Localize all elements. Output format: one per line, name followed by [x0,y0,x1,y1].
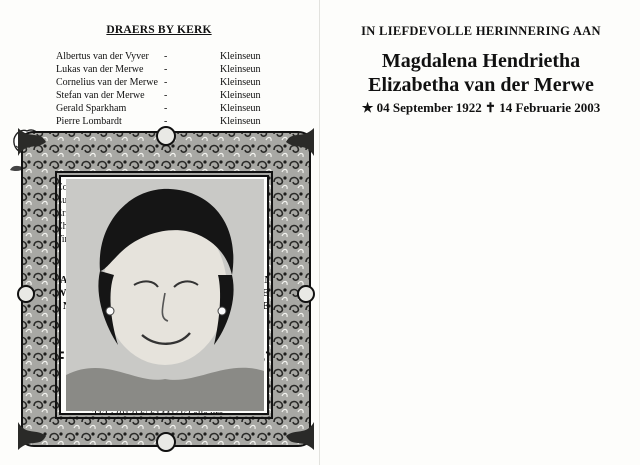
right-panel [322,0,640,465]
bearer-dash: - [164,90,168,101]
bearer-name: Stefan van der Merwe [56,90,145,101]
star-icon: ★ [361,100,374,115]
bearer-relation: Kleinseun [220,77,261,88]
life-dates [322,100,640,116]
fold-line [319,0,320,465]
bearer-name: Lukas van der Merwe [56,64,144,75]
death-date: 14 Februarie 2003 [499,100,601,115]
cross-icon: ✝ [485,100,496,115]
deceased-name-line-1: Magdalena Hendrietha [381,50,581,72]
church-bearers-heading: DRAERS BY KERK [106,24,212,36]
bearer-dash: - [164,64,168,75]
bearer-relation: Kleinseun [220,64,261,75]
bearer-row [56,64,296,76]
bearer-dash: - [164,116,168,127]
deceased-name-line-2: Elizabetha van der Merwe [368,74,594,96]
bearer-name: Albertus van der Vyver [56,51,149,62]
bearer-row [56,103,296,115]
bearer-relation: Kleinseun [220,116,261,127]
funeral-company-name: SAFFAS [29,348,100,367]
bearer-relation: Kleinseun [220,103,261,114]
bearer-relation: Kleinseun [220,90,261,101]
bearer-row [56,90,296,102]
bearer-row [56,77,296,89]
bearer-dash: - [164,77,168,88]
bearer-name: Erik [56,208,74,219]
bearer-dash: - [164,103,168,114]
bearer-name: Gerald Sparkham [56,103,127,114]
bearer-name: Cornelius van der Merwe [56,77,158,88]
birth-date: 04 September 1922 [376,100,482,115]
memorial-title: IN LIEFDEVOLLE HERINNERING AAN [361,24,601,38]
bearer-name: Pierre Lombardt [56,116,122,127]
bearer-row [56,51,296,63]
bearer-relation: Kleinseun [220,51,261,62]
bearer-dash: - [164,51,168,62]
portrait-photo [66,179,264,411]
